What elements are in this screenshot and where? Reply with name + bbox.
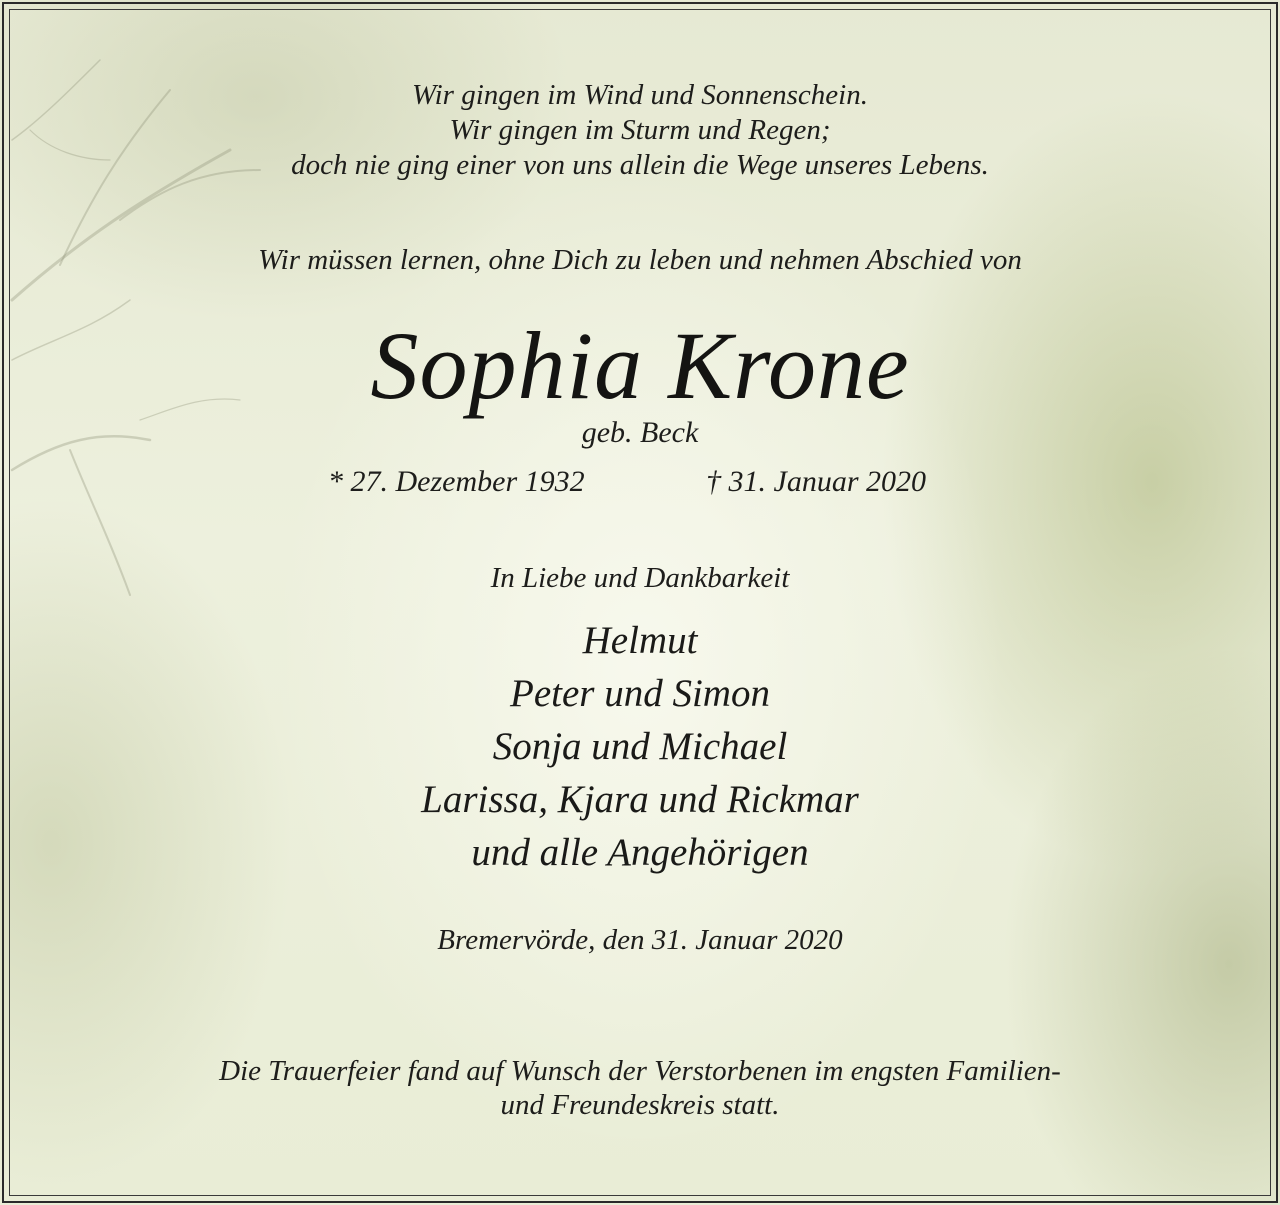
funeral-note-line-1: Die Trauerfeier fand auf Wunsch der Verstorbenen im engsten Familien-: [219, 1055, 1061, 1087]
death-date: † 31. Januar 2020: [706, 465, 926, 498]
maiden-name: geb. Beck: [581, 416, 699, 449]
mourner-line: Peter und Simon: [510, 672, 770, 715]
mourners-list: [0, 614, 1280, 879]
mourner-line: Helmut: [582, 619, 698, 662]
inner-border: [9, 9, 1271, 1196]
mourner-line: Sonja und Michael: [492, 725, 788, 768]
birth-date: * 27. Dezember 1932: [328, 465, 585, 498]
mourner-line: und alle Angehörigen: [471, 831, 809, 874]
closing-phrase: In Liebe und Dankbarkeit: [490, 562, 790, 594]
life-dates: [0, 464, 1280, 500]
poem-line-3: doch nie ging einer von uns allein die Wege unseres Lebens.: [291, 149, 989, 181]
funeral-note: [0, 1054, 1280, 1122]
poem-line-1: Wir gingen im Wind und Sonnenschein.: [412, 79, 868, 111]
farewell-intro: Wir müssen lernen, ohne Dich zu leben und nehmen Abschied von: [258, 244, 1022, 276]
mourner-line: Larissa, Kjara und Rickmar: [421, 778, 859, 821]
deceased-name: Sophia Krone: [370, 312, 910, 419]
poem: [0, 78, 1280, 183]
poem-line-2: Wir gingen im Sturm und Regen;: [449, 114, 831, 146]
funeral-note-line-2: und Freundeskreis statt.: [500, 1089, 780, 1121]
place-and-date: Bremervörde, den 31. Januar 2020: [437, 924, 843, 956]
